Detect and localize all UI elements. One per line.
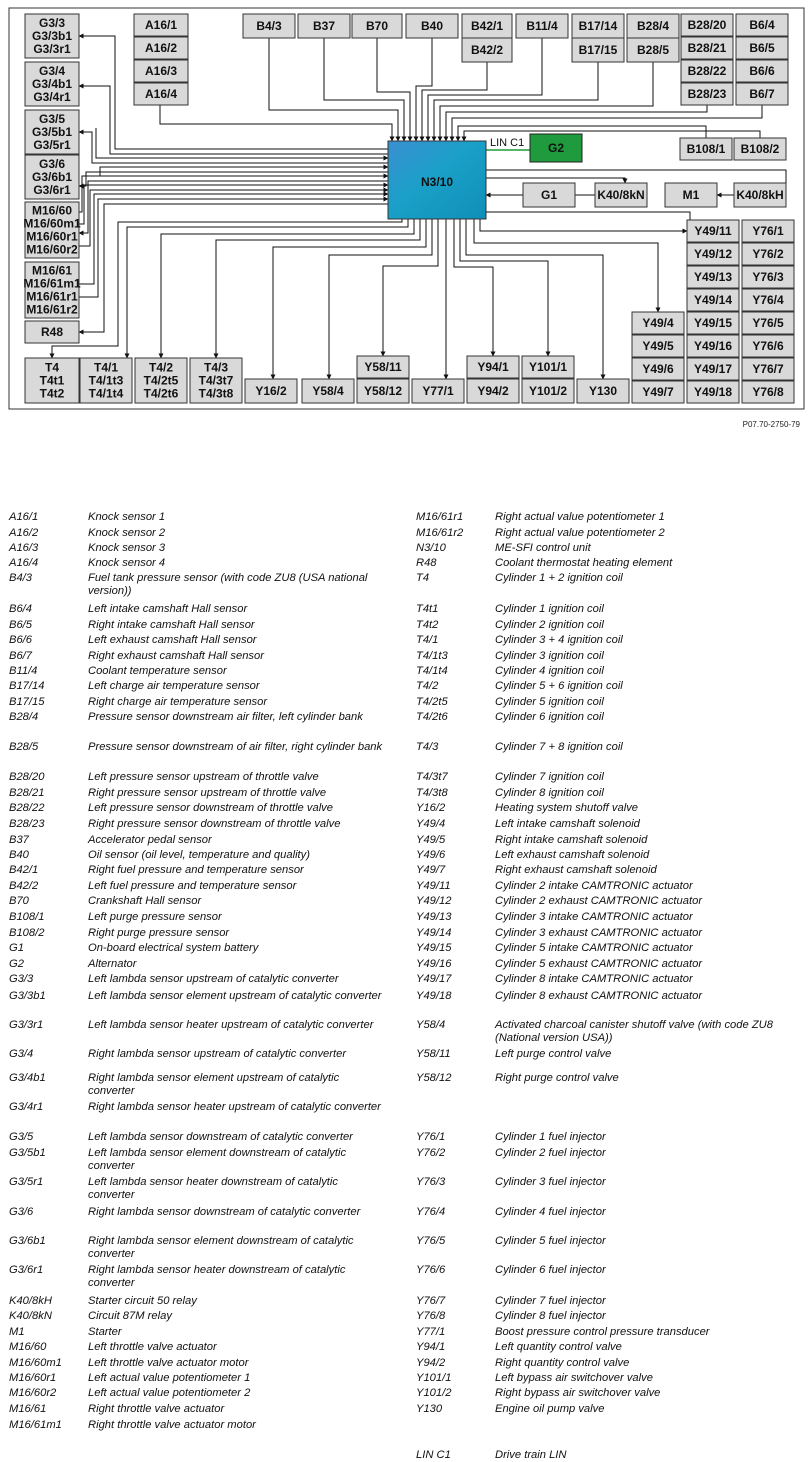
component-label: M16/60r1 (26, 229, 78, 244)
legend-code: B6/5 (9, 619, 33, 631)
component-label: B6/6 (749, 64, 775, 78)
component-label: Y49/7 (642, 385, 674, 399)
legend-description: Pressure sensor downstream of air filter, right cylinder bank (88, 741, 383, 753)
legend-code: M16/60m1 (9, 1357, 62, 1369)
component-label: G3/6b1 (31, 170, 73, 184)
legend-code: G3/6 (9, 1206, 34, 1218)
legend-code: G3/4b1 (9, 1072, 46, 1084)
legend-description: Left charge air temperature sensor (88, 680, 260, 692)
legend-description: Left quantity control valve (495, 1341, 622, 1353)
legend-description: Cylinder 1 + 2 ignition coil (495, 572, 623, 584)
legend-code: Y76/4 (416, 1206, 446, 1218)
legend-code: Y76/7 (416, 1295, 446, 1307)
legend-description: Right actual value potentiometer 2 (495, 527, 665, 539)
legend-description: Left lambda sensor upstream of catalytic converter (88, 973, 339, 985)
component-label: G3/6 (38, 157, 66, 171)
legend-code: Y49/18 (416, 990, 452, 1002)
component-label: Y76/3 (752, 270, 784, 284)
component-label: G3/4b1 (31, 77, 73, 91)
legend-description: Right pressure sensor downstream of throttle valve (88, 818, 341, 830)
legend-code: M16/61 (9, 1403, 47, 1415)
component-label: G3/3 (38, 16, 66, 30)
legend-code: Y130 (416, 1403, 443, 1415)
component-label: T4/2t6 (143, 386, 179, 401)
legend-code: Y76/3 (416, 1176, 446, 1188)
component-label: Y58/11 (364, 360, 402, 374)
component-label: B108/1 (686, 142, 726, 156)
legend-description: Left lambda sensor element downstream of catalytic converter (88, 1147, 347, 1172)
component-label: Y49/12 (693, 247, 733, 261)
component-label: Y94/1 (477, 360, 509, 374)
legend-code: B4/3 (9, 572, 33, 584)
legend-code: G3/3r1 (9, 1019, 44, 1031)
legend-description: Right lambda sensor element downstream of catalytic converter (88, 1235, 354, 1260)
component-label: B17/15 (578, 43, 618, 57)
component-label: Y49/17 (693, 362, 733, 376)
legend-description: Cylinder 5 ignition coil (495, 696, 604, 708)
component-label: T4/3t8 (198, 386, 234, 401)
legend-description: Left throttle valve actuator motor (88, 1357, 249, 1369)
legend-code: M1 (9, 1326, 25, 1338)
legend-code: B28/4 (9, 711, 39, 723)
component-label: T4/1t4 (88, 386, 124, 401)
legend-description: Knock sensor 1 (88, 511, 166, 523)
legend-code: T4/2t5 (416, 696, 448, 708)
component-label: Y49/4 (642, 316, 674, 330)
component-label: Y101/2 (528, 384, 568, 398)
legend-code: G3/3 (9, 973, 34, 985)
legend-description: Coolant thermostat heating element (495, 557, 673, 569)
legend-description: Right fuel pressure and temperature sensor (88, 864, 304, 876)
component-label: M1 (682, 188, 700, 202)
component-label: Y76/5 (752, 316, 784, 330)
legend-description: Boost pressure control pressure transducer (495, 1326, 710, 1338)
legend-description: Cylinder 1 ignition coil (495, 603, 604, 615)
legend-description: Right lambda sensor heater upstream of catalytic converter (88, 1101, 381, 1113)
component-label: Y49/6 (642, 362, 674, 376)
legend-code: B11/4 (9, 665, 38, 677)
legend-description: Right pressure sensor upstream of throttle valve (88, 787, 327, 799)
component-label: B108/2 (740, 142, 780, 156)
component-label: R48 (40, 325, 64, 339)
legend-description: Knock sensor 2 (88, 527, 166, 539)
legend-description: Left pressure sensor downstream of throttle valve (88, 802, 333, 814)
component-label: Y101/1 (528, 360, 568, 374)
component-label: G1 (540, 188, 558, 202)
legend-code: T4/3 (416, 741, 439, 753)
legend-description: Cylinder 4 ignition coil (495, 665, 604, 677)
legend-code: A16/2 (9, 527, 39, 539)
legend-code: Y94/2 (416, 1357, 446, 1369)
legend-code: M16/61r1 (416, 511, 464, 523)
component-label: T4/3t7 (198, 373, 234, 388)
legend-code: G1 (9, 942, 24, 954)
component-label: Y58/4 (312, 384, 344, 398)
legend-code: B6/6 (9, 634, 33, 646)
component-label: B6/5 (749, 41, 775, 55)
legend-description: Cylinder 7 fuel injector (495, 1295, 606, 1307)
component-label: B28/22 (687, 64, 727, 78)
legend-code: G3/6b1 (9, 1235, 46, 1247)
legend-code: M16/61r2 (416, 527, 464, 539)
legend-code: G3/6r1 (9, 1264, 44, 1276)
legend-description: Cylinder 2 intake CAMTRONIC actuator (495, 880, 693, 892)
figure-reference: P07.70-2750-79 (742, 420, 800, 429)
legend-code: T4 (416, 572, 430, 584)
legend-description: Starter circuit 50 relay (88, 1295, 197, 1307)
legend-description: Cylinder 7 ignition coil (495, 771, 604, 783)
component-label: Y49/16 (693, 339, 733, 353)
legend-description: Cylinder 1 fuel injector (495, 1131, 606, 1143)
component-label: B11/4 (526, 19, 558, 33)
legend-description: Left fuel pressure and temperature sensor (88, 880, 297, 892)
legend-code: Y76/8 (416, 1310, 446, 1322)
legend-description: Right purge control valve (495, 1072, 619, 1084)
legend-code: B108/2 (9, 927, 45, 939)
legend-code: B6/4 (9, 603, 33, 615)
legend-code: Y76/6 (416, 1264, 446, 1276)
component-label: Y49/14 (693, 293, 733, 307)
legend-description: Right lambda sensor heater downstream of catalytic converter (88, 1264, 346, 1289)
legend-code: Y76/5 (416, 1235, 446, 1247)
component-label: Y76/2 (752, 247, 784, 261)
component-label: Y76/7 (752, 362, 784, 376)
legend-description: Knock sensor 4 (88, 557, 166, 569)
legend-code: N3/10 (416, 542, 446, 554)
component-label: M16/61 (31, 263, 73, 278)
legend-code: B28/21 (9, 787, 45, 799)
legend-description: Right exhaust camshaft Hall sensor (88, 650, 264, 662)
legend-code: T4t2 (416, 619, 439, 631)
legend-code: Y49/6 (416, 849, 446, 861)
legend-code: G3/3b1 (9, 990, 46, 1002)
legend-code: Y58/4 (416, 1019, 446, 1031)
legend-code: A16/1 (9, 511, 39, 523)
legend-description: Pressure sensor downstream air filter, left cylinder bank (88, 711, 363, 723)
legend-code: Y49/11 (416, 880, 451, 892)
component-label: B42/1 (470, 19, 504, 33)
legend-code: Y101/1 (416, 1372, 452, 1384)
component-label: K40/8kH (736, 188, 784, 202)
component-label: Y76/6 (752, 339, 784, 353)
legend-description: Starter (88, 1326, 122, 1338)
component-label: Y49/11 (694, 224, 732, 238)
legend-description: Cylinder 6 fuel injector (495, 1264, 606, 1276)
component-label: Y76/8 (752, 385, 784, 399)
legend-code: Y76/2 (416, 1147, 446, 1159)
legend-code: T4/2 (416, 680, 439, 692)
legend-description: Left exhaust camshaft solenoid (495, 849, 650, 861)
component-label: Y16/2 (255, 384, 287, 398)
component-label: Y49/15 (693, 316, 733, 330)
component-label: B37 (312, 19, 336, 33)
legend-description: Right charge air temperature sensor (88, 696, 268, 708)
component-label: G3/4 (38, 64, 66, 78)
legend-description: Right throttle valve actuator (88, 1403, 225, 1415)
legend-description: Knock sensor 3 (88, 542, 166, 554)
legend-description: Activated charcoal canister shutoff valve (with code ZU8 (National version USA)) (495, 1019, 773, 1044)
legend-description: Crankshaft Hall sensor (88, 895, 202, 907)
legend-description: Accelerator pedal sensor (88, 834, 212, 846)
legend-description: Right bypass air switchover valve (495, 1387, 661, 1399)
legend-description: Cylinder 5 intake CAMTRONIC actuator (495, 942, 693, 954)
component-label: B28/20 (687, 18, 727, 32)
legend-description: Right lambda sensor upstream of catalytic converter (88, 1048, 347, 1060)
legend-code: T4/2t6 (416, 711, 448, 723)
legend-description: Left bypass air switchover valve (495, 1372, 653, 1384)
component-label: G3/3b1 (31, 29, 73, 43)
legend-description: ME-SFI control unit (495, 542, 591, 554)
legend-description: Right purge pressure sensor (88, 927, 230, 939)
legend-code: Y76/1 (416, 1131, 446, 1143)
component-label: Y77/1 (422, 384, 454, 398)
component-label: M16/61r2 (26, 302, 78, 317)
component-label: M16/60 (31, 203, 73, 218)
legend-code: Y49/16 (416, 958, 452, 970)
legend-description: Right intake camshaft Hall sensor (88, 619, 255, 631)
legend-description: Cylinder 6 ignition coil (495, 711, 604, 723)
legend-description: Left lambda sensor heater upstream of catalytic converter (88, 1019, 374, 1031)
legend-description: On-board electrical system battery (88, 942, 259, 954)
legend-description: Oil sensor (oil level, temperature and quality) (88, 849, 310, 861)
legend-description: Left exhaust camshaft Hall sensor (88, 634, 257, 646)
control-unit-label: N3/10 (420, 175, 454, 189)
legend-description: Cylinder 3 + 4 ignition coil (495, 634, 623, 646)
component-label: A16/4 (144, 87, 178, 101)
legend-code: B6/7 (9, 650, 33, 662)
legend-code: Y49/4 (416, 818, 446, 830)
legend-code: B70 (9, 895, 29, 907)
component-label: Y49/18 (693, 385, 733, 399)
legend-code: T4/1t3 (416, 650, 448, 662)
component-label: G3/3r1 (33, 42, 71, 56)
legend-code: Y49/13 (416, 911, 452, 923)
legend-description: Left intake camshaft Hall sensor (88, 603, 248, 615)
legend-description: Cylinder 3 exhaust CAMTRONIC actuator (495, 927, 703, 939)
component-label: Y58/12 (363, 384, 403, 398)
component-label: Y49/13 (693, 270, 733, 284)
component-label: Y130 (588, 384, 618, 398)
legend-description: Left lambda sensor element upstream of catalytic converter (88, 990, 382, 1002)
component-label: B6/4 (749, 18, 775, 32)
legend-description: Alternator (88, 958, 137, 970)
legend-code: B28/5 (9, 741, 39, 753)
legend-code: A16/3 (9, 542, 39, 554)
legend-description: Left actual value potentiometer 2 (88, 1387, 251, 1399)
component-label: T4/2t5 (143, 373, 179, 388)
legend-description: Cylinder 5 + 6 ignition coil (495, 680, 623, 692)
legend-description: Right exhaust camshaft solenoid (495, 864, 657, 876)
component-label: B17/14 (578, 19, 618, 33)
component-label: M16/60r2 (26, 242, 78, 257)
legend-description: Right throttle valve actuator motor (88, 1419, 256, 1431)
legend-code: M16/61m1 (9, 1419, 62, 1431)
legend-description: Right lambda sensor element upstream of catalytic converter (88, 1072, 340, 1097)
legend-code: K40/8kH (9, 1295, 52, 1307)
component-label: B6/7 (749, 87, 775, 101)
component-label: B42/2 (470, 43, 504, 57)
legend-description: Cylinder 2 ignition coil (495, 619, 604, 631)
legend-code: G3/4r1 (9, 1101, 44, 1113)
legend-description: Cylinder 8 exhaust CAMTRONIC actuator (495, 990, 703, 1002)
legend-code: Y49/15 (416, 942, 452, 954)
legend-description: Cylinder 3 ignition coil (495, 650, 604, 662)
component-label: Y49/5 (642, 339, 674, 353)
component-label: T4t1 (39, 373, 65, 388)
legend-code: Y101/2 (416, 1387, 452, 1399)
component-label: T4/2 (148, 360, 174, 375)
legend-code: M16/60r1 (9, 1372, 57, 1384)
component-label: A16/3 (144, 64, 178, 78)
legend-description: Cylinder 8 intake CAMTRONIC actuator (495, 973, 693, 985)
legend-code: Y49/14 (416, 927, 452, 939)
legend-description: Cylinder 5 fuel injector (495, 1235, 606, 1247)
legend-description: Cylinder 4 fuel injector (495, 1206, 606, 1218)
component-label: G3/6r1 (33, 183, 71, 197)
legend-description: Left actual value potentiometer 1 (88, 1372, 251, 1384)
lin-bus-label: LIN C1 (490, 137, 525, 149)
component-label: T4/1 (93, 360, 119, 375)
legend-description: Heating system shutoff valve (495, 802, 639, 814)
legend-code: G3/4 (9, 1048, 34, 1060)
legend-description: Right intake camshaft solenoid (495, 834, 648, 846)
legend-code: Y94/1 (416, 1341, 446, 1353)
legend-description: Right quantity control valve (495, 1357, 630, 1369)
legend-code: G3/5 (9, 1131, 34, 1143)
legend-code: B37 (9, 834, 29, 846)
component-label: M16/61m1 (23, 276, 81, 291)
legend-code: Y16/2 (416, 802, 446, 814)
legend-code: B40 (9, 849, 29, 861)
component-label: M16/60m1 (23, 216, 81, 231)
legend-code: Y58/12 (416, 1072, 452, 1084)
component-label: Y76/4 (752, 293, 784, 307)
legend-description: Right lambda sensor downstream of catalytic converter (88, 1206, 361, 1218)
legend-code: Y49/5 (416, 834, 446, 846)
legend-code: Y49/7 (416, 864, 446, 876)
legend-description: Cylinder 8 ignition coil (495, 787, 604, 799)
legend-description: Coolant temperature sensor (88, 665, 227, 677)
legend-code: B42/1 (9, 864, 39, 876)
legend-code: T4t1 (416, 603, 439, 615)
legend-description: Left pressure sensor upstream of throttle valve (88, 771, 319, 783)
legend-code: B42/2 (9, 880, 39, 892)
legend-code: B28/23 (9, 818, 45, 830)
legend-code: K40/8kN (9, 1310, 52, 1322)
legend-description: Cylinder 5 exhaust CAMTRONIC actuator (495, 958, 703, 970)
component-label: A16/1 (144, 18, 178, 32)
component-label: B4/3 (256, 19, 282, 33)
component-label: T4 (44, 360, 60, 375)
legend-description: Cylinder 7 + 8 ignition coil (495, 741, 623, 753)
component-label: G3/5r1 (33, 138, 71, 152)
component-label: B70 (365, 19, 389, 33)
legend-description: Left purge pressure sensor (88, 911, 222, 923)
component-label: G3/5 (38, 112, 66, 126)
component-label: Y94/2 (477, 384, 509, 398)
component-label: K40/8kN (597, 188, 645, 202)
legend-code: Y58/11 (416, 1048, 451, 1060)
legend-description: Left lambda sensor heater downstream of catalytic converter (88, 1176, 338, 1201)
component-label: T4/3 (203, 360, 229, 375)
component-label: G3/4r1 (33, 90, 71, 104)
component-label: B40 (420, 19, 444, 33)
component-label: T4/1t3 (88, 373, 124, 388)
legend-description: Cylinder 2 exhaust CAMTRONIC actuator (495, 895, 703, 907)
legend-code: G2 (9, 958, 24, 970)
legend-code: B17/14 (9, 680, 45, 692)
legend-description: Fuel tank pressure sensor (with code ZU8 (USA national version)) (88, 572, 368, 597)
component-label: B28/4 (636, 19, 670, 33)
legend-code: Y49/17 (416, 973, 452, 985)
legend-code: T4/3t8 (416, 787, 448, 799)
legend-code: A16/4 (9, 557, 39, 569)
legend-code: B28/22 (9, 802, 45, 814)
legend-code: Y49/12 (416, 895, 452, 907)
legend-description: Left intake camshaft solenoid (495, 818, 640, 830)
legend-description: Cylinder 3 intake CAMTRONIC actuator (495, 911, 693, 923)
legend-code: T4/1t4 (416, 665, 448, 677)
legend-description: Drive train LIN (495, 1449, 567, 1461)
legend-description: Cylinder 2 fuel injector (495, 1147, 606, 1159)
legend-description: Right actual value potentiometer 1 (495, 511, 665, 523)
legend-code: G3/5b1 (9, 1147, 46, 1159)
legend-description: Left purge control valve (495, 1048, 612, 1060)
component-label: G2 (547, 141, 565, 155)
component-label: T4t2 (39, 386, 65, 401)
legend-description: Engine oil pump valve (495, 1403, 605, 1415)
component-label: Y76/1 (752, 224, 784, 238)
legend-code: M16/60r2 (9, 1387, 57, 1399)
legend-code: B108/1 (9, 911, 45, 923)
component-label: A16/2 (144, 41, 178, 55)
component-label: G3/5b1 (31, 125, 73, 139)
legend-code: Y77/1 (416, 1326, 446, 1338)
legend-description: Cylinder 3 fuel injector (495, 1176, 606, 1188)
legend-code: R48 (416, 557, 437, 569)
legend-description: Left throttle valve actuator (88, 1341, 217, 1353)
component-label: B28/23 (687, 87, 727, 101)
component-label: B28/21 (687, 41, 727, 55)
component-label: B28/5 (636, 43, 670, 57)
legend-description: Left lambda sensor downstream of catalytic converter (88, 1131, 353, 1143)
legend-code: M16/60 (9, 1341, 47, 1353)
legend-code: T4/1 (416, 634, 439, 646)
legend-code: LIN C1 (416, 1449, 451, 1461)
legend-description: Cylinder 8 fuel injector (495, 1310, 606, 1322)
component-label: M16/61r1 (26, 289, 78, 304)
legend-code: T4/3t7 (416, 771, 448, 783)
legend-code: B17/15 (9, 696, 45, 708)
legend-description: Circuit 87M relay (88, 1310, 172, 1322)
legend-code: B28/20 (9, 771, 45, 783)
legend-code: G3/5r1 (9, 1176, 44, 1188)
